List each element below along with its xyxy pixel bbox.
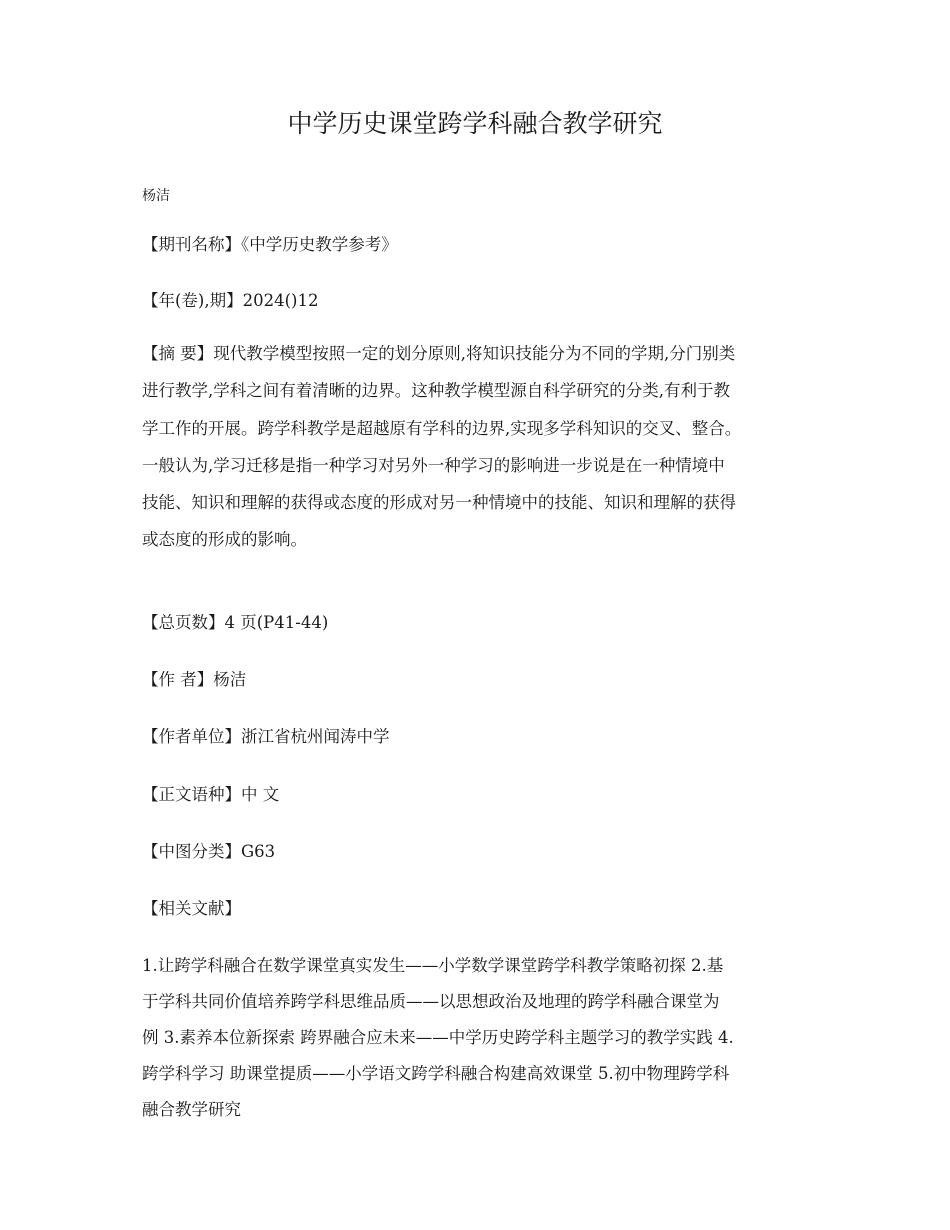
journal-name-field: 【期刊名称】《中学历史教学参考》 [142, 235, 398, 254]
abstract-field: 【摘 要】现代教学模型按照一定的划分原则,将知识技能分为不同的学期,分门别类 进行教学,学科之间有着清晰的边界。这种教学模型源自科学研究的分类,有利于教 学工作的开展。跨学科教学是超越原有学科的边界,实现多学科知识的交叉、整合。 一般认为,学习迁移是指一种学习对另外一种学习的影响进一步说是在一种情境中 技能、知识和理解的获得或态度的形成对另一种情境中的技能、知识和理解的获得 或态度的形成的影响。 [142, 344, 742, 550]
author-field: 【作 者】杨洁 [142, 670, 247, 689]
language-field: 【正文语种】中 文 [142, 785, 280, 804]
affiliation-field: 【作者单位】浙江省杭州闻涛中学 [142, 727, 390, 746]
document-title: 中学历史课堂跨学科融合教学研究 [287, 109, 663, 138]
year-issue-field: 【年(卷),期】2024()12 [142, 291, 319, 310]
author-byline: 杨洁 [142, 188, 170, 204]
classification-field: 【中图分类】G63 [142, 842, 276, 861]
related-literature-list: 1.让跨学科融合在数学课堂真实发生——小学数学课堂跨学科教学策略初探 2.基 于学科共同价值培养跨学科思维品质——以思想政治及地理的跨学科融合课堂为 例 3.素养本位新探索 跨界融合应未来——中学历史跨学科主题学习的教学实践 4. 跨学科学习 助课堂提质——小学语文跨学科融合构建高效课堂 5.初中物理跨学科 融合教学研究 [142, 956, 734, 1119]
related-literature-heading: 【相关文献】 [142, 899, 241, 918]
page-count-field: 【总页数】4 页(P41-44) [142, 613, 329, 632]
